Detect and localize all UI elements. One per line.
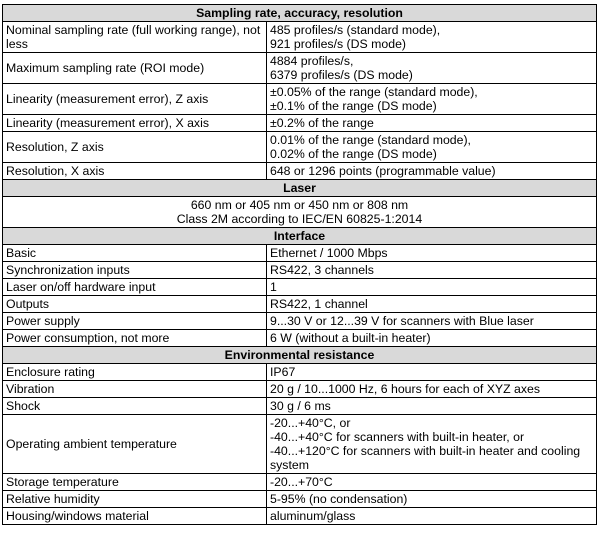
- cell-line: 5-95% (no condensation): [270, 492, 408, 506]
- cell-line: 921 profiles/s (DS mode): [270, 37, 407, 51]
- table-row: [3, 197, 597, 228]
- table-row: [3, 163, 597, 180]
- parameter-label: Synchronization inputs: [3, 262, 267, 279]
- cell-line: 660 nm or 405 nm or 450 nm or 808 nm: [190, 198, 409, 212]
- cell-line: RS422, 3 channels: [270, 263, 374, 277]
- section-header-row: [3, 347, 597, 364]
- table-row: [3, 296, 597, 313]
- parameter-label: Power supply: [3, 313, 267, 330]
- parameter-label: Linearity (measurement error), Z axis: [3, 84, 267, 115]
- full-width-cell: [3, 197, 597, 228]
- table-row: [3, 398, 597, 415]
- parameter-value: [267, 279, 597, 296]
- cell-line: ±0.2% of the range: [270, 116, 374, 130]
- table-row: [3, 53, 597, 84]
- cell-line: RS422, 1 channel: [270, 297, 368, 311]
- parameter-value: [267, 115, 597, 132]
- section-title: Environmental resistance: [3, 347, 597, 364]
- parameter-label: Power consumption, not more: [3, 330, 267, 347]
- cell-line: -20...+70°C: [270, 475, 333, 489]
- cell-line: 1: [270, 280, 277, 294]
- parameter-value: [267, 245, 597, 262]
- table-row: [3, 508, 597, 525]
- table-row: [3, 132, 597, 163]
- table-row: [3, 330, 597, 347]
- parameter-label: Maximum sampling rate (ROI mode): [3, 53, 267, 84]
- cell-line: 0.02% of the range (DS mode): [270, 147, 437, 161]
- cell-line: -40...+40°C for scanners with built-in heater, or: [270, 430, 525, 444]
- section-header-row: [3, 5, 597, 22]
- parameter-value: [267, 313, 597, 330]
- parameter-label: Relative humidity: [3, 491, 267, 508]
- parameter-label: Resolution, X axis: [3, 163, 267, 180]
- parameter-value: [267, 398, 597, 415]
- specifications-body: [3, 5, 597, 525]
- parameter-label: Outputs: [3, 296, 267, 313]
- section-header-row: [3, 180, 597, 197]
- parameter-value: [267, 53, 597, 84]
- table-row: [3, 415, 597, 474]
- table-row: [3, 364, 597, 381]
- parameter-value: [267, 474, 597, 491]
- parameter-label: Shock: [3, 398, 267, 415]
- parameter-value: [267, 330, 597, 347]
- parameter-value: [267, 415, 597, 474]
- parameter-label: Storage temperature: [3, 474, 267, 491]
- cell-line: 6 W (without a built-in heater): [270, 331, 431, 345]
- parameter-value: [267, 491, 597, 508]
- table-row: [3, 279, 597, 296]
- cell-line: 648 or 1296 points (programmable value): [270, 164, 496, 178]
- cell-line: 485 profiles/s (standard mode),: [270, 23, 441, 37]
- table-row: [3, 381, 597, 398]
- table-row: [3, 22, 597, 53]
- table-row: [3, 474, 597, 491]
- table-row: [3, 84, 597, 115]
- cell-line: 9...30 V or 12...39 V for scanners with Blue laser: [270, 314, 534, 328]
- cell-line: 30 g / 6 ms: [270, 399, 331, 413]
- parameter-value: [267, 296, 597, 313]
- cell-line: Class 2M according to IEC/EN 60825-1:2014: [176, 212, 423, 226]
- parameter-value: [267, 84, 597, 115]
- section-header-row: [3, 228, 597, 245]
- parameter-label: Basic: [3, 245, 267, 262]
- parameter-value: [267, 262, 597, 279]
- cell-line: ±0.1% of the range (DS mode): [270, 99, 437, 113]
- parameter-value: [267, 132, 597, 163]
- parameter-label: Operating ambient temperature: [3, 415, 267, 474]
- table-row: [3, 115, 597, 132]
- cell-line: 4884 profiles/s,: [270, 54, 354, 68]
- cell-line: 20 g / 10...1000 Hz, 6 hours for each of XYZ axes: [270, 382, 541, 396]
- parameter-value: [267, 22, 597, 53]
- parameter-label: Linearity (measurement error), X axis: [3, 115, 267, 132]
- cell-line: aluminum/glass: [270, 509, 356, 523]
- table-row: [3, 245, 597, 262]
- specifications-table: [2, 4, 597, 525]
- table-row: [3, 313, 597, 330]
- table-row: [3, 491, 597, 508]
- cell-line: IP67: [270, 365, 296, 379]
- parameter-label: Enclosure rating: [3, 364, 267, 381]
- parameter-label: Vibration: [3, 381, 267, 398]
- cell-line: 6379 profiles/s (DS mode): [270, 68, 413, 82]
- cell-line: -20...+40°C, or: [270, 416, 351, 430]
- parameter-value: [267, 381, 597, 398]
- section-title: Interface: [3, 228, 597, 245]
- cell-line: 0.01% of the range (standard mode),: [270, 133, 471, 147]
- section-title: Laser: [3, 180, 597, 197]
- cell-line: ±0.05% of the range (standard mode),: [270, 85, 478, 99]
- cell-line: -40...+120°C for scanners with built-in heater and cooling system: [270, 444, 581, 472]
- parameter-label: Housing/windows material: [3, 508, 267, 525]
- section-title: Sampling rate, accuracy, resolution: [3, 5, 597, 22]
- parameter-value: [267, 364, 597, 381]
- parameter-value: [267, 163, 597, 180]
- cell-line: Ethernet / 1000 Mbps: [270, 246, 388, 260]
- parameter-value: [267, 508, 597, 525]
- parameter-label: Laser on/off hardware input: [3, 279, 267, 296]
- parameter-label: Nominal sampling rate (full working range), not less: [3, 22, 267, 53]
- parameter-label: Resolution, Z axis: [3, 132, 267, 163]
- table-row: [3, 262, 597, 279]
